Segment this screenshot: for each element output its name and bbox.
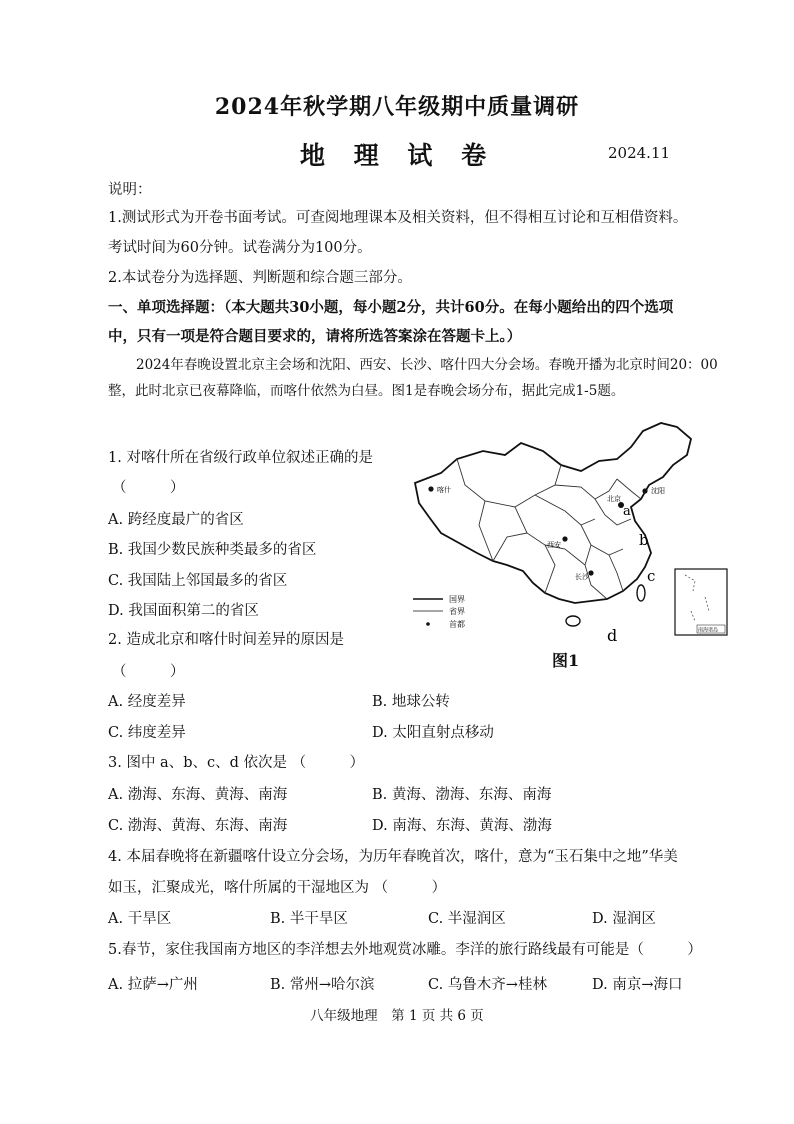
page-footer: 八年级地理 第 1 页 共 6 页: [310, 1008, 484, 1024]
section-1-heading-line2: 中，只有一项是符合题目要求的，请将所选答案涂在答题卡上。）: [108, 328, 522, 345]
question-4-option-b: B. 半干旱区: [270, 911, 348, 927]
question-2-option-a: A. 经度差异: [108, 694, 186, 710]
city-marker-kashi: [428, 486, 433, 491]
question-1-blank: （ ）: [112, 480, 185, 496]
question-5-option-c: C. 乌鲁木齐→桂林: [428, 977, 547, 993]
question-1-option-b: B. 我国少数民族种类最多的省区: [108, 542, 317, 558]
question-1-option-d: D. 我国面积第二的省区: [108, 603, 259, 619]
instruction-1-line1: 1.测试形式为开卷书面考试。可查阅地理课本及相关资料，但不得相互讨论和互相借资料。: [108, 210, 688, 226]
section-1-heading-line1: 一、单项选择题：（本大题共30小题，每小题2分，共计60分。在每小题给出的四个选项: [108, 299, 674, 316]
instructions-heading: 说明：: [108, 182, 152, 198]
city-label-changsha: 长沙: [575, 573, 589, 581]
legend-border-label: 国界: [449, 595, 465, 604]
instruction-2: 2.本试卷分为选择题、判断题和综合题三部分。: [108, 270, 412, 286]
exam-title: 2024年秋学期八年级期中质量调研: [214, 94, 580, 120]
inset-label: 南海诸岛: [698, 627, 719, 634]
city-marker-shenyang: [642, 488, 647, 493]
question-5-option-a: A. 拉萨→广州: [108, 977, 198, 993]
map-caption: 图1: [552, 651, 580, 670]
question-2-stem: 2. 造成北京和喀什时间差异的原因是: [108, 632, 344, 648]
inset-boundary-dashes: [685, 575, 709, 621]
china-map-figure: [395, 415, 735, 645]
question-5-option-b: B. 常州→哈尔滨: [270, 977, 375, 993]
legend-province-label: 省界: [449, 607, 465, 616]
question-2-option-d: D. 太阳直射点移动: [372, 725, 494, 741]
taiwan-island: [637, 585, 645, 601]
question-3-option-b: B. 黄海、渤海、东海、南海: [372, 787, 552, 803]
city-marker-xian: [562, 536, 567, 541]
exam-date: 2024.11: [608, 144, 671, 162]
city-label-beijing: 北京: [607, 495, 621, 503]
question-4-option-c: C. 半湿润区: [428, 911, 506, 927]
sea-label-c: c: [647, 567, 656, 585]
question-3-option-c: C. 渤海、黄海、东海、南海: [108, 818, 288, 834]
instruction-1-line2: 考试时间为60分钟。试卷满分为100分。: [108, 240, 372, 256]
question-2-blank: （ ）: [112, 664, 185, 680]
city-label-kashi: 喀什: [437, 486, 451, 494]
question-2-option-c: C. 纬度差异: [108, 725, 186, 741]
question-4-stem-line1: 4. 本届春晚将在新疆喀什设立分会场，为历年春晚首次，喀什，意为“玉石集中之地”华美: [108, 849, 678, 865]
question-4-option-d: D. 湿润区: [592, 911, 656, 927]
sea-label-b: b: [639, 531, 649, 549]
sea-label-d: d: [607, 626, 618, 645]
legend-capital-dot: [426, 622, 430, 626]
question-1-option-c: C. 我国陆上邻国最多的省区: [108, 573, 288, 589]
hainan-island: [566, 616, 580, 626]
exam-subject: 地 理 试 卷: [300, 141, 497, 170]
city-marker-changsha: [588, 570, 593, 575]
question-4-option-a: A. 干旱区: [108, 911, 172, 927]
question-5-stem: 5.春节，家住我国南方地区的李洋想去外地观赏冰雕。李洋的旅行路线最有可能是（ ）: [108, 942, 702, 958]
question-3-option-d: D. 南海、东海、黄海、渤海: [372, 818, 552, 834]
question-1-stem: 1. 对喀什所在省级行政单位叙述正确的是: [108, 450, 373, 466]
question-5-option-d: D. 南京→海口: [592, 977, 683, 993]
sea-label-a: a: [623, 504, 631, 519]
reading-passage: 2024年春晚设置北京主会场和沈阳、西安、长沙、喀什四大分会场。春晚开播为北京时间20：00整，此时北京已夜幕降临，而喀什依然为白昼。图1是春晚会场分布，据此完成1-5题。: [108, 357, 718, 399]
city-label-shenyang: 沈阳: [651, 487, 665, 495]
question-1-option-a: A. 跨经度最广的省区: [108, 512, 244, 528]
question-2-option-b: B. 地球公转: [372, 694, 450, 710]
legend-capital-label: 首都: [449, 620, 465, 629]
question-4-stem-line2: 如玉，汇聚成光，喀什所属的干湿地区为 （ ）: [108, 880, 447, 896]
city-label-xian: 西安: [547, 541, 561, 549]
question-3-stem: 3. 图中 a、b、c、d 依次是 （ ）: [108, 755, 365, 771]
question-3-option-a: A. 渤海、东海、黄海、南海: [108, 787, 288, 803]
province-boundaries: [457, 459, 641, 599]
